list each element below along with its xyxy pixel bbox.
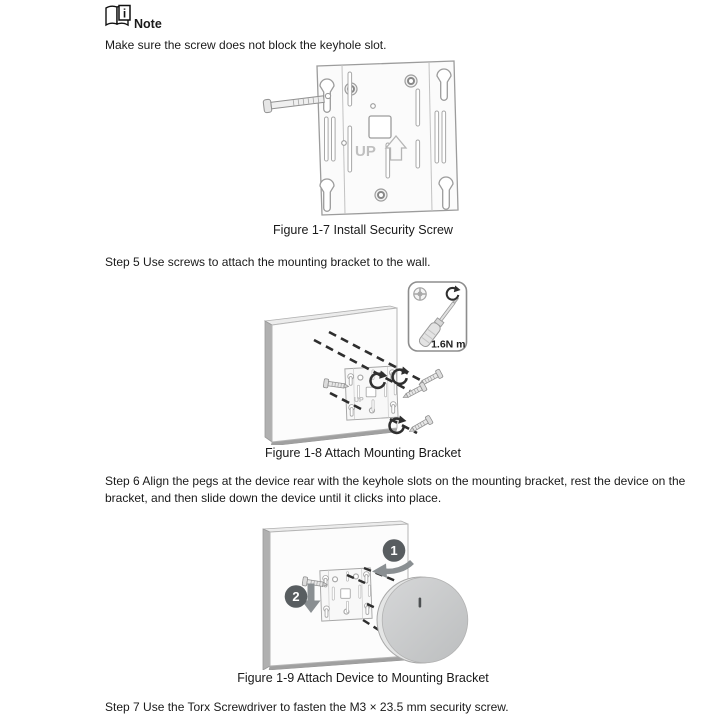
device: [377, 577, 468, 663]
note-book-icon: [103, 3, 133, 29]
torque-screwdriver-callout: [409, 282, 467, 351]
step-badge-2: [285, 585, 308, 608]
mounting-bracket: [317, 61, 458, 215]
phillips-screw-icon: [414, 288, 426, 300]
center-square-hole: [369, 116, 391, 138]
svg-text:i: i: [122, 6, 127, 21]
note-text: Make sure the screw does not block the keyhole slot.: [105, 38, 387, 52]
note-label: Note: [134, 17, 162, 31]
figure-caption: Figure 1-9 Attach Device to Mounting Bracket: [237, 671, 489, 685]
figure-caption: Figure 1-7 Install Security Screw: [273, 223, 453, 237]
security-screw: [263, 93, 325, 113]
step-badge-1: [383, 539, 406, 562]
step-6-text: Step 6 Align the pegs at the device rear with the keyhole slots on the mounting bracket, rest the device on the bracket, and then slide down the device until it clicks into place.: [105, 474, 686, 505]
badge-number: 2: [292, 589, 300, 604]
up-label: UP: [354, 397, 364, 404]
device-led-indicator: [419, 598, 422, 608]
step-5-text: Step 5 Use screws to attach the mounting bracket to the wall.: [105, 255, 431, 269]
step-7-text: Step 7 Use the Torx Screwdriver to fasten the M3 × 23.5 mm security screw.: [105, 700, 509, 714]
figure-1-8-illustration: [230, 280, 480, 445]
up-label: UP: [355, 143, 376, 160]
figure-1-7-illustration: [260, 59, 465, 219]
mounting-bracket: [320, 568, 372, 621]
note-header: [103, 3, 162, 29]
badge-number: 1: [390, 543, 398, 558]
figure-caption: Figure 1-8 Attach Mounting Bracket: [265, 446, 461, 460]
torque-value: 1.6N m: [431, 338, 466, 351]
mounting-bracket: [345, 366, 398, 420]
figure-1-9-illustration: [230, 520, 490, 670]
